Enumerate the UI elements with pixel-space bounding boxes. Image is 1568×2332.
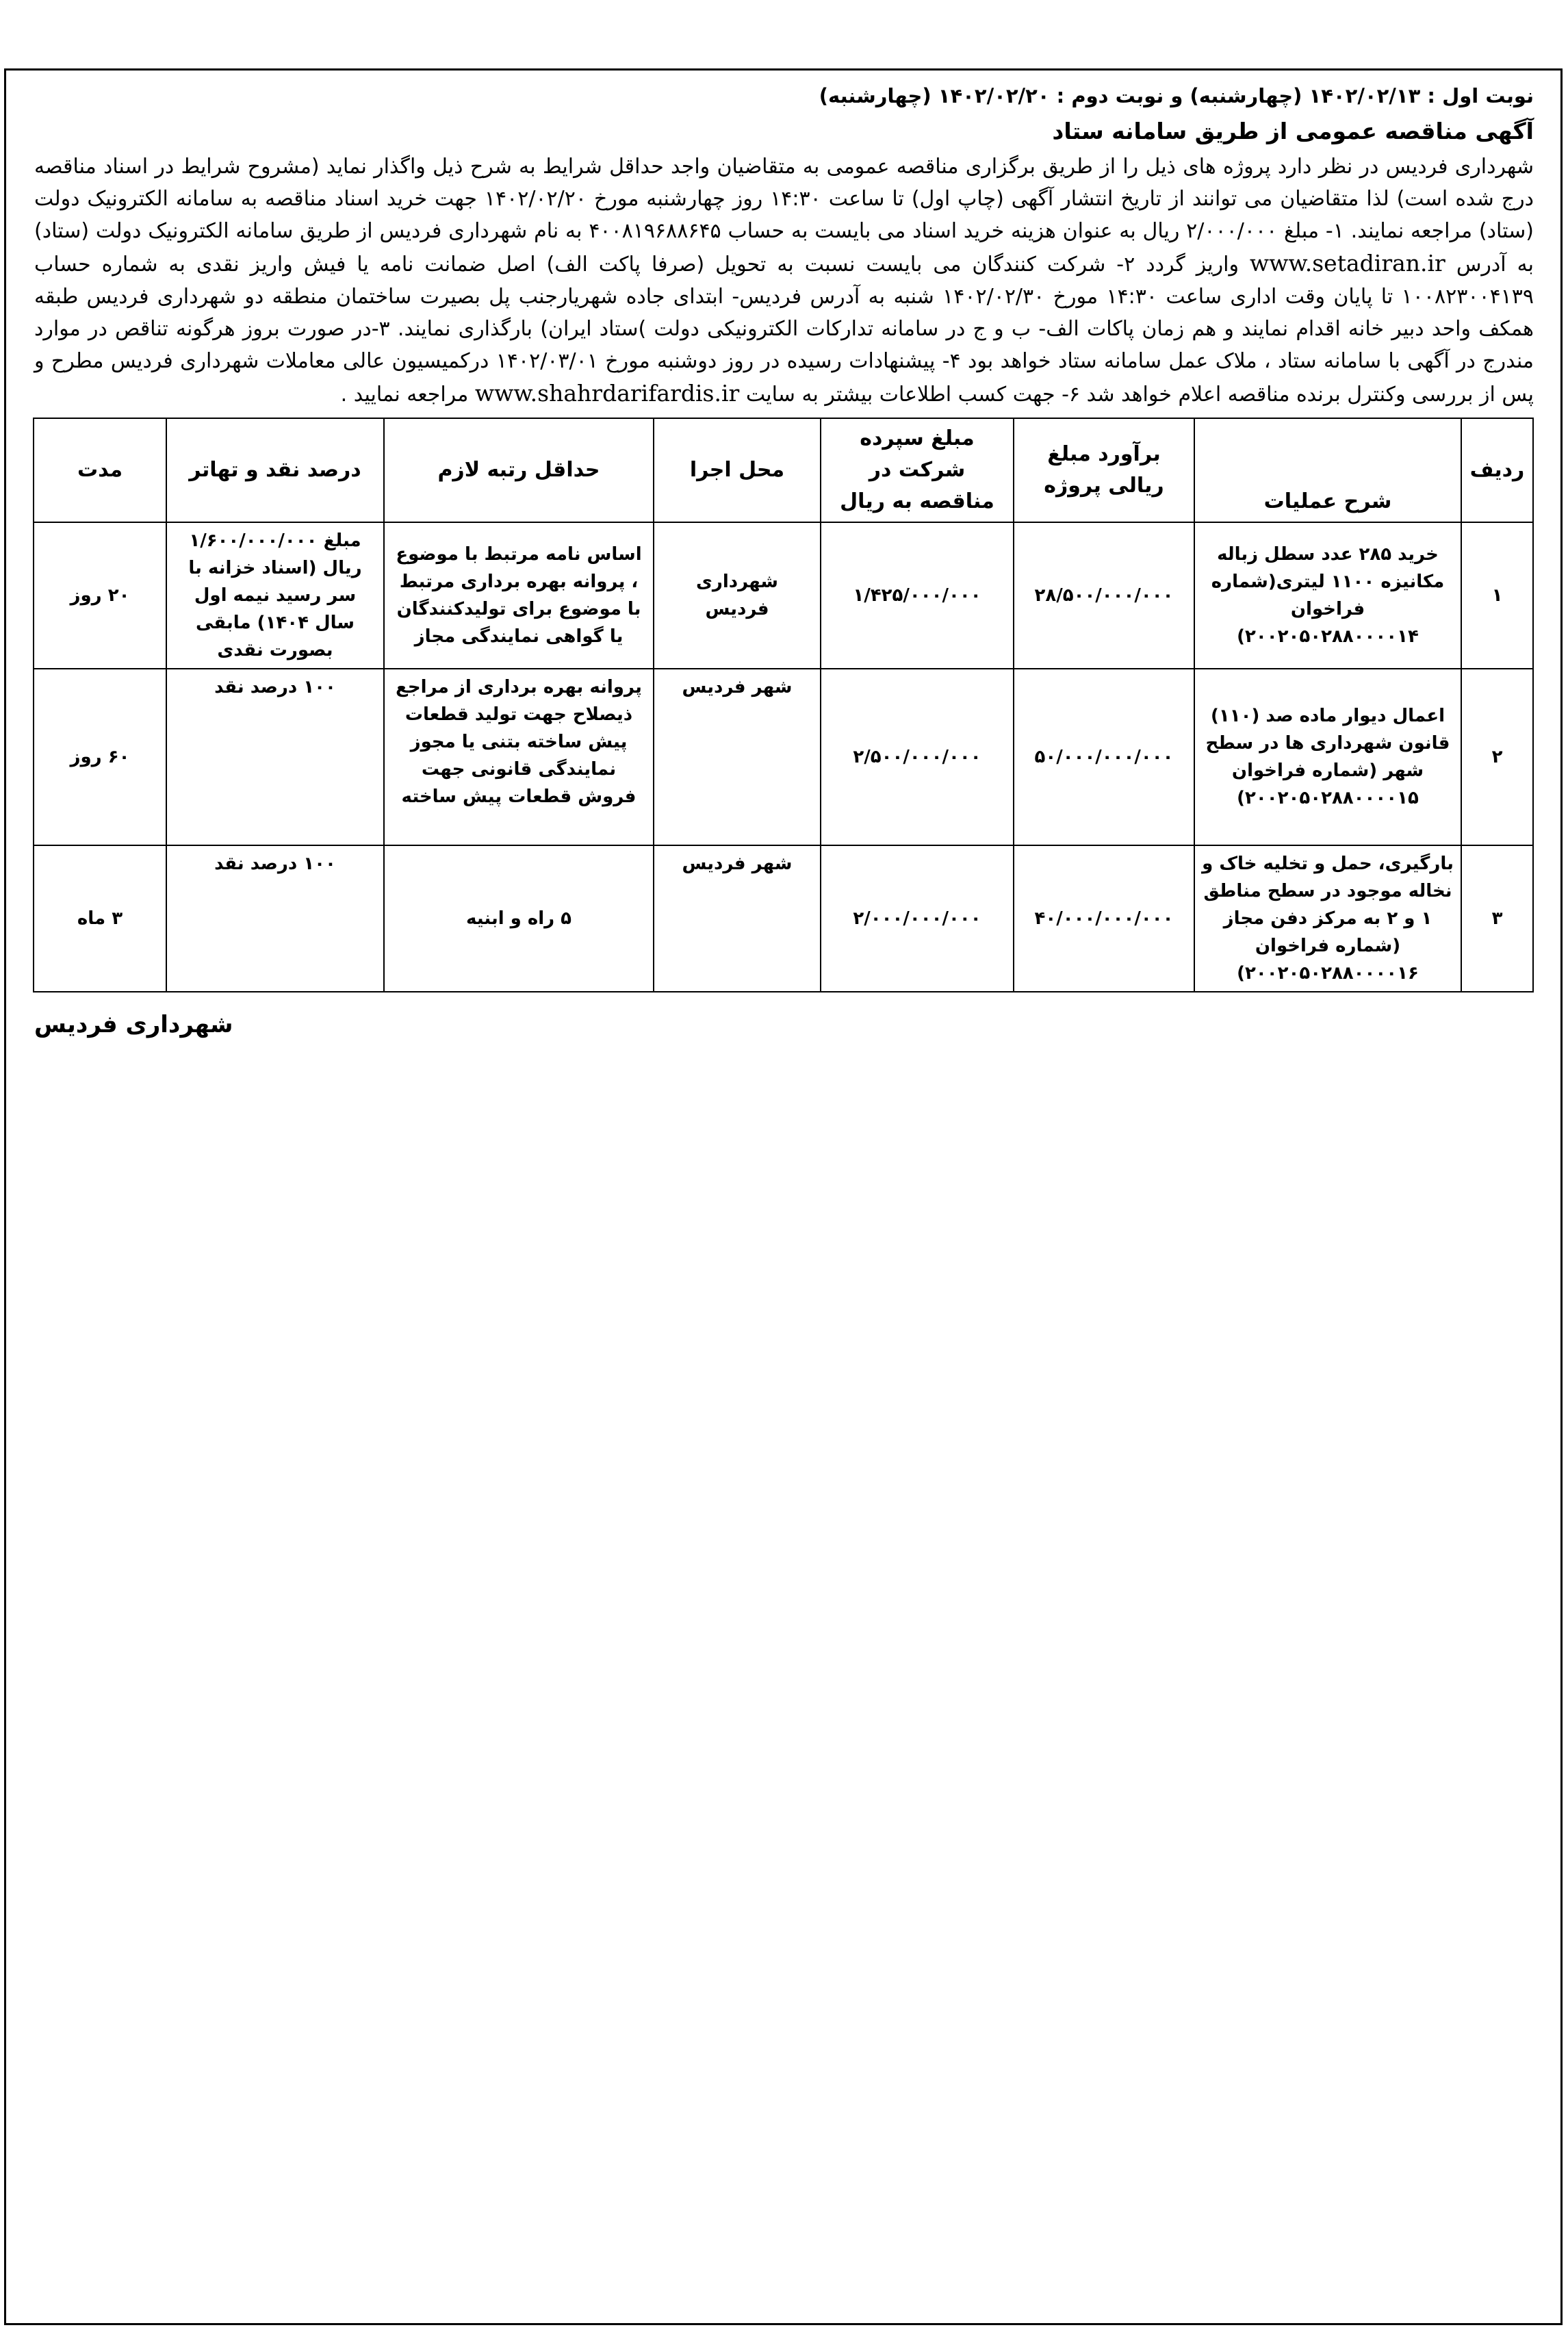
notice-body-part-2: واریز گردد ۲- شرکت کنندگان می بایست نسبت به تحویل (صرفا پاکت الف) اصل ضمانت نامه یا فیش واریز نقدی به شماره حساب ۱۰۰۸۲۳۰۰۴۱۳۹ تا پایان وقت اداری ساعت ۱۴:۳۰ مورخ ۱۴۰۲/۰۲/۳۰ شنبه به آدرس فردیس- ابتدای جاده شهریارجنب پل بصیرت ساختمان منطقه دو شهرداری فردیس طبقه همکف واحد دبیر خانه اقدام نمایند و هم زمان پاکات الف- ب و ج در سامانه تدارکات الکترونیکی دولت )ستاد ایران) بارگذاری نمایند. ۳-در صورت بروز هرگونه تناقص در موارد مندرج در آگهی با سامانه ستاد ، ملاک عمل سامانه ستاد خواهد بود ۴- پیشنهادات رسیده در روز دوشنبه مورخ ۱۴۰۲/۰۳/۰۱ درکمیسیون عالی معاملات شهرداری فردیس مطرح و پس از بررسی وکنترل برنده مناقصه اعلام خواهد شد ۶- جهت کسب اطلاعات بیشتر به سایت xyxy=(34,253,1534,407)
cell-payment: ۱۰۰ درصد نقد xyxy=(166,845,384,992)
cell-row-number: ۳ xyxy=(1461,845,1533,992)
cell-location: شهرداری فردیس xyxy=(654,522,821,669)
cell-payment: ۱۰۰ درصد نقد xyxy=(166,669,384,845)
cell-payment: مبلغ ۱/۶۰۰/۰۰۰/۰۰۰ ریال (اسناد خزانه با سر رسید نیمه اول سال ۱۴۰۴) مابقی بصورت نقدی xyxy=(166,522,384,669)
setadiran-link[interactable]: www.setadiran.ir xyxy=(1249,250,1445,277)
cell-description: خرید ۲۸۵ عدد سطل زباله مکانیزه ۱۱۰۰ لیتری(شماره فراخوان ۲۰۰۲۰۵۰۲۸۸۰۰۰۰۱۴) xyxy=(1194,522,1461,669)
cell-duration: ۳ ماه xyxy=(34,845,166,992)
cell-location: شهر فردیس xyxy=(654,669,821,845)
cell-estimate: ۴۰/۰۰۰/۰۰۰/۰۰۰ xyxy=(1014,845,1194,992)
cell-deposit: ۱/۴۲۵/۰۰۰/۰۰۰ xyxy=(821,522,1014,669)
tender-notice xyxy=(34,81,1534,1042)
cell-estimate: ۵۰/۰۰۰/۰۰۰/۰۰۰ xyxy=(1014,669,1194,845)
table-row xyxy=(34,522,1533,669)
cell-deposit: ۲/۰۰۰/۰۰۰/۰۰۰ xyxy=(821,845,1014,992)
header-deposit: مبلغ سپرده شرکت در مناقصه به ریال xyxy=(821,418,1014,522)
cell-estimate: ۲۸/۵۰۰/۰۰۰/۰۰۰ xyxy=(1014,522,1194,669)
header-payment: درصد نقد و تهاتر xyxy=(166,418,384,522)
cell-row-number: ۲ xyxy=(1461,669,1533,845)
cell-min-grade: اساس نامه مرتبط با موضوع ، پروانه بهره برداری مرتبط با موضوع برای تولیدکنندگان یا گواهی نمایندگی مجاز xyxy=(384,522,654,669)
cell-min-grade: پروانه بهره برداری از مراجع ذیصلاح جهت تولید قطعات پیش ساخته بتنی یا مجوز نمایندگی قانونی جهت فروش قطعات پیش ساخته xyxy=(384,669,654,845)
header-description: شرح عملیات xyxy=(1194,418,1461,522)
cell-row-number: ۱ xyxy=(1461,522,1533,669)
cell-location: شهر فردیس xyxy=(654,845,821,992)
signature: شهرداری فردیس xyxy=(34,1011,233,1038)
table-row xyxy=(34,669,1533,845)
header-estimate: برآورد مبلغ ریالی پروژه xyxy=(1014,418,1194,522)
shahrdarifardis-link[interactable]: www.shahrdarifardis.ir xyxy=(474,380,740,407)
notice-body-part-3: مراجعه نمایید . xyxy=(340,383,469,407)
notice-title: آگهی مناقصه عمومی از طریق سامانه ستاد xyxy=(1052,118,1534,144)
table-header-row xyxy=(34,418,1533,522)
header-location: محل اجرا xyxy=(654,418,821,522)
cell-description: اعمال دیوار ماده صد (۱۱۰) قانون شهرداری ها در سطح شهر (شماره فراخوان ۲۰۰۲۰۵۰۲۸۸۰۰۰۰۱۵) xyxy=(1194,669,1461,845)
publication-dates: نوبت اول : ۱۴۰۲/۰۲/۱۳ (چهارشنبه) و نوبت دوم : ۱۴۰۲/۰۲/۲۰ (چهارشنبه) xyxy=(819,84,1534,107)
cell-description: بارگیری، حمل و تخلیه خاک و نخاله موجود در سطح مناطق ۱ و ۲ به مرکز دفن مجاز (شماره فراخوان ۲۰۰۲۰۵۰۲۸۸۰۰۰۰۱۶) xyxy=(1194,845,1461,992)
notice-body-part-1: شهرداری فردیس در نظر دارد پروژه های ذیل را از طریق برگزاری مناقصه عمومی به متقاضیان واجد حداقل شرایط به شرح ذیل واگذار نماید (مشروح شرایط در اسناد مناقصه درج شده است) لذا متقاضیان می توانند از تاریخ انتشار آگهی (چاپ اول) تا ساعت ۱۴:۳۰ روز چهارشنبه مورخ ۱۴۰۲/۰۲/۲۰ جهت خرید اسناد مناقصه به سامانه الکترونیک دولت (ستاد) مراجعه نمایند. ۱- مبلغ ۲/۰۰۰/۰۰۰ ریال به عنوان هزینه خرید اسناد می بایست به حساب ۴۰۰۸۱۹۶۸۸۶۴۵ به نام شهرداری فردیس از طریق سامانه الکترونیک دولت (ستاد) به آدرس xyxy=(34,155,1534,277)
cell-min-grade: ۵ راه و ابنیه xyxy=(384,845,654,992)
header-row-number: ردیف xyxy=(1461,418,1533,522)
cell-duration: ۲۰ روز xyxy=(34,522,166,669)
header-min-grade: حداقل رتبه لازم xyxy=(384,418,654,522)
cell-duration: ۶۰ روز xyxy=(34,669,166,845)
tender-table xyxy=(33,418,1534,992)
table-row xyxy=(34,845,1533,992)
notice-body xyxy=(34,151,1534,411)
cell-deposit: ۲/۵۰۰/۰۰۰/۰۰۰ xyxy=(821,669,1014,845)
header-duration: مدت xyxy=(34,418,166,522)
